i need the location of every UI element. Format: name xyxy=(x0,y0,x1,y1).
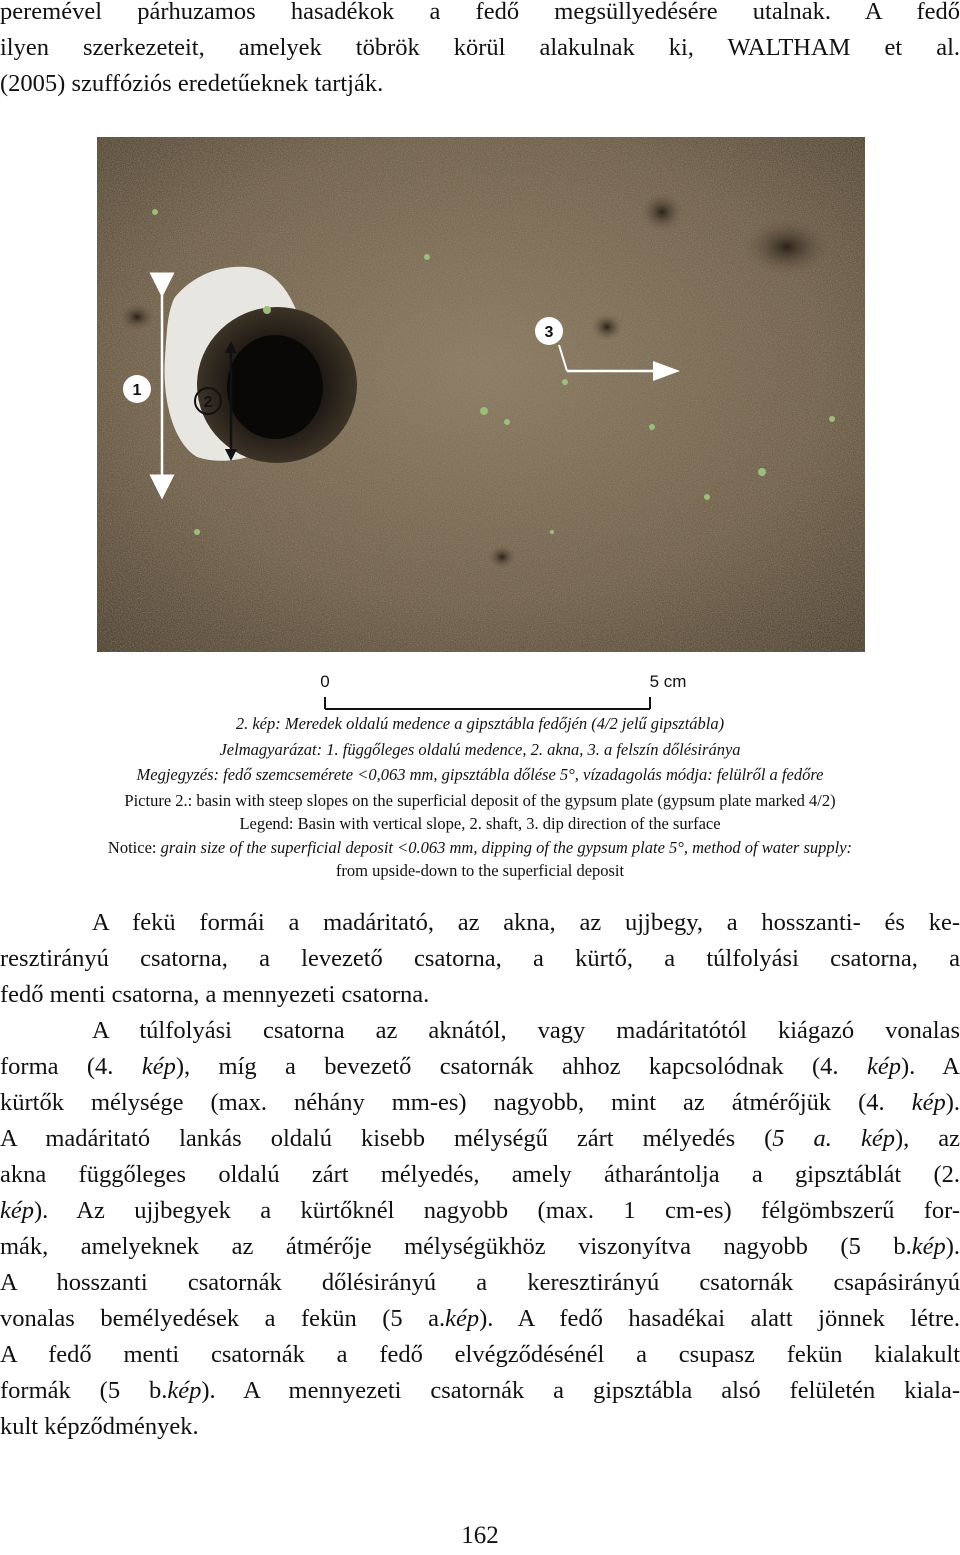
caption-hu-note: Megjegyzés: fedő szemcsemérete <0,063 mm, gipsztábla dőlése 5°, vízadagolás módja: felülről a fedőre xyxy=(136,765,824,784)
body-text xyxy=(0,905,960,1445)
text-line: A madáritató lankás oldalú kisebb mélységű zárt mélyedés (5 a. kép), az xyxy=(0,1125,960,1152)
caption-en-note-line2: from upside-down to the superficial deposit xyxy=(335,861,625,880)
scale-start: 0 xyxy=(320,672,330,691)
text-line: (2005) szuffóziós eredetűeknek tartják. xyxy=(0,70,384,97)
svg-text:3: 3 xyxy=(544,324,554,341)
text-line: A túlfolyási csatorna az aknától, vagy madáritatótól kiágazó vonalas xyxy=(92,1017,960,1044)
text-line: fedő menti csatorna, a mennyezeti csatorna. xyxy=(0,981,430,1008)
text-line: A hosszanti csatornák dőlésirányú a keresztirányú csatornák csapásirányú xyxy=(0,1269,960,1296)
text-line: ilyen szerkezeteit, amelyek töbrök körül alakulnak ki, WALTHAM et al. xyxy=(0,34,960,61)
text-line: kürtők mélysége (max. néhány mm-es) nagyobb, mint az átmérőjük (4. kép). xyxy=(0,1089,960,1116)
caption-hu-title: 2. kép: Meredek oldalú medence a gipsztábla fedőjén (4/2 jelű gipsztábla) xyxy=(235,714,725,733)
caption-hu-legend: Jelmagyarázat: 1. függőleges oldalú medence, 2. akna, 3. a felszín dőlésiránya xyxy=(219,740,741,759)
svg-text:1: 1 xyxy=(132,382,142,399)
figure-photo xyxy=(97,137,865,652)
page-number: 162 xyxy=(461,1522,499,1549)
scale-end: 5 cm xyxy=(649,672,687,691)
caption-en-note: Notice: grain size of the superficial deposit <0.063 mm, dipping of the gypsum plate 5°, method of water supply: xyxy=(107,838,853,857)
text-line: kép). Az ujjbegyek a kürtőknél nagyobb (max. 1 cm-es) félgömbszerű for- xyxy=(0,1197,960,1224)
label-1 xyxy=(123,375,151,403)
text-line: A fedő menti csatornák a fedő elvégződésénél a csupasz fekün kialakult xyxy=(0,1341,960,1368)
text-line: A fekü formái a madáritató, az akna, az ujjbegy, a hosszanti- és ke- xyxy=(92,909,960,936)
text-line: formák (5 b.kép). A mennyezeti csatornák a gipsztábla alsó felületén kiala- xyxy=(0,1377,960,1404)
text-line: forma (4. kép), míg a bevezető csatornák ahhoz kapcsolódnak (4. kép). A xyxy=(0,1053,960,1080)
svg-text:2: 2 xyxy=(203,394,213,411)
text-line: kult képződmények. xyxy=(0,1413,199,1440)
text-line: resztirányú csatorna, a levezető csatorna, a kürtő, a túlfolyási csatorna, a xyxy=(0,945,960,972)
text-line: mák, amelyeknek az átmérője mélységükhöz viszonyítva nagyobb (5 b.kép). xyxy=(0,1233,960,1260)
text-line: akna függőleges oldalú zárt mélyedés, amely átharántolja a gipsztáblát (2. xyxy=(0,1161,960,1188)
caption-en-title: Picture 2.: basin with steep slopes on the superficial deposit of the gypsum plate (gypsum plate marked 4/2) xyxy=(124,791,836,810)
top-paragraph xyxy=(0,0,960,102)
text-line: peremével párhuzamos hasadékok a fedő megsüllyedésére utalnak. A fedő xyxy=(0,0,960,25)
label-3 xyxy=(535,317,563,345)
caption-en-legend: Legend: Basin with vertical slope, 2. shaft, 3. dip direction of the surface xyxy=(239,814,721,833)
text-line: vonalas bemélyedések a fekün (5 a.kép). A fedő hasadékai alatt jönnek létre. xyxy=(0,1305,960,1332)
